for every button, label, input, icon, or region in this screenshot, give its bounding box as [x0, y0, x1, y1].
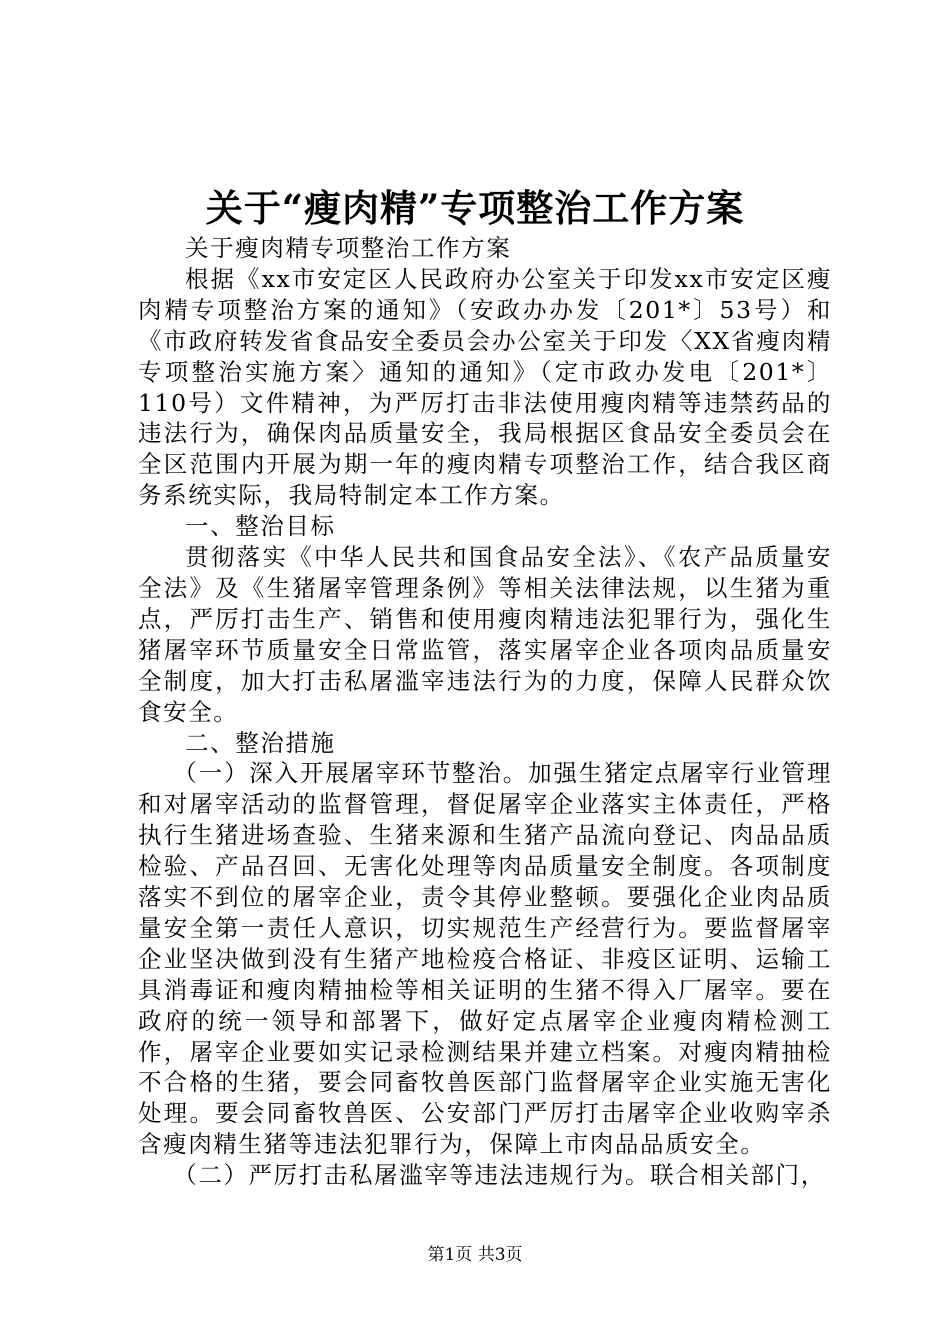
page-number-footer: 第1页 共3页: [427, 1245, 523, 1265]
paragraph-measure-2: （二）严厉打击私屠滥宰等违法违规行为。联合相关部门，: [173, 1161, 826, 1190]
paragraph-subtitle: 关于瘦肉精专项整治工作方案: [185, 234, 512, 262]
paragraph-measure-1: （一）深入开展屠宰环节整治。加强生猪定点屠宰行业管理和对屠宰活动的监督管理，督促屠宰企业落实主体责任，严格执行生猪进场查验、生猪来源和生猪产品流向登记、肉品品质检验、产品召回、无害化处理等肉品质量安全制度。各项制度落实不到位的屠宰企业，责令其停业整顿。要强化企业肉品质量安全第一责任人意识，切实规范生产经营行为。要监督屠宰企业坚决做到没有生猪产地检疫合格证、非疫区证明、运输工具消毒证和瘦肉精抽检等相关证明的生猪不得入厂屠宰。要在政府的统一领导和部署下，做好定点屠宰企业瘦肉精检测工作，屠宰企业要如实记录检测结果并建立档案。对瘦肉精抽检不合格的生猪，要会同畜牧兽医部门监督屠宰企业实施无害化处理。要会同畜牧兽医、公安部门严厉打击屠宰企业收购宰杀含瘦肉精生猪等违法犯罪行为，保障上市肉品品质安全。: [138, 759, 832, 1159]
section-heading-measures: 二、整治措施: [185, 728, 336, 757]
section-heading-goals: 一、整治目标: [185, 512, 336, 541]
paragraph-goals: 贯彻落实《中华人民共和国食品安全法》、《农产品质量安全法》及《生猪屠宰管理条例》等相关法律法规，以生猪为重点，严厉打击生产、销售和使用瘦肉精违法犯罪行为，强化生猪屠宰环节质量安全日常监管，落实屠宰企业各项肉品质量安全制度，加大打击私屠滥宰违法行为的力度，保障人民群众饮食安全。: [138, 543, 832, 726]
document-body: [138, 233, 832, 1191]
paragraph-basis: 根据《xx市安定区人民政府办公室关于印发xx市安定区瘦肉精专项整治方案的通知》（安政办办发〔201*〕53号）和《市政府转发省食品安全委员会办公室关于印发〈XX省瘦肉精专项整治实施方案〉通知的通知》（定市政办发电〔201*〕110号）文件精神，为严厉打击非法使用瘦肉精等违禁药品的违法行为，确保肉品质量安全，我局根据区食品安全委员会在全区范围内开展为期一年的瘦肉精专项整治工作，结合我区商务系统实际，我局特制定本工作方案。: [138, 264, 832, 510]
document-title: 关于“瘦肉精”专项整治工作方案: [205, 186, 745, 230]
